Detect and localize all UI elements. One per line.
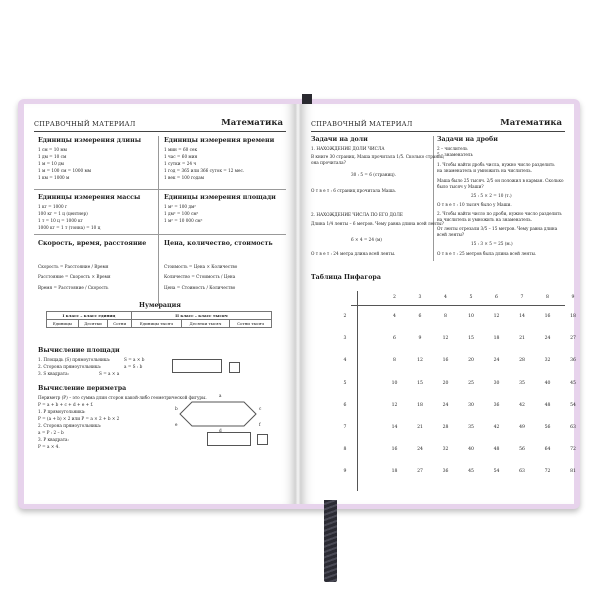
table-cell: 24 <box>442 402 449 408</box>
shape-label: c <box>259 406 262 411</box>
numeration-col: Единицы <box>47 320 79 328</box>
text-line: она прочитала? <box>311 160 346 165</box>
formula-line: Скорость = Расстояние / Время <box>38 264 109 269</box>
table-cell: 18 <box>391 469 398 475</box>
section-title-fractions: Задачи на дроби <box>437 136 498 143</box>
section-title-shares: Задачи на доли <box>311 136 368 143</box>
text-line: О т в е т : 24 метра длина всей ленты. <box>311 251 396 256</box>
section-title-price: Цена, количество, стоимость <box>164 240 273 247</box>
text-line: 1 век = 100 годам <box>164 175 204 180</box>
table-cell: 4 <box>393 314 396 319</box>
table-cell: 45 <box>468 469 474 475</box>
section-divider <box>34 189 286 190</box>
table-header-cell: 9 <box>571 295 575 300</box>
square-figure <box>257 434 268 445</box>
numeration-col: Сотни тысяч <box>230 320 272 328</box>
text-line: 1 сутки = 24 ч <box>164 161 197 166</box>
formula-line: Количество = Стоимость / Цена <box>164 274 236 279</box>
numeration-col: Десятки тысяч <box>181 320 229 328</box>
table-cell: 24 <box>544 336 551 342</box>
table-row-label: 3 <box>343 336 347 342</box>
table-row-label: 7 <box>343 425 347 430</box>
table-cell: 64 <box>544 447 551 453</box>
rectangle-figure <box>207 432 251 446</box>
text-line: 1. Р прямоугольника: <box>38 409 86 414</box>
rectangle-figure <box>172 359 222 373</box>
text-line: 1 дм² = 100 см² <box>164 211 199 216</box>
text-line: 1 дм = 10 см <box>38 154 67 159</box>
text-line: 3. Р квадрата: <box>38 437 69 442</box>
formula-line: Время = Расстояние / Скорость <box>38 285 109 290</box>
left-page <box>24 104 295 504</box>
text-line: В книге 30 страниц. Маша прочитала 1/5. Сколько страниц <box>311 154 444 159</box>
table-header-cell: 7 <box>520 295 524 300</box>
table-cell: 15 <box>468 336 474 342</box>
text-line: 1. НАХОЖДЕНИЕ ДОЛИ ЧИСЛА <box>311 146 385 151</box>
table-cell: 15 <box>417 380 423 386</box>
table-cell: 14 <box>391 425 398 430</box>
header-rule <box>311 131 565 132</box>
table-row-label: 9 <box>343 469 347 475</box>
table-cell: 54 <box>570 402 576 408</box>
table-cell: 12 <box>391 402 398 408</box>
table-cell: 30 <box>468 402 474 408</box>
text-line: 2. Чтобы найти число по дроби, нужно число разделить <box>437 211 562 216</box>
table-cell: 16 <box>391 447 398 453</box>
table-cell: 40 <box>468 447 474 453</box>
text-line: 6 × 4 = 24 (м) <box>351 237 382 242</box>
text-line: Периметр (Р) – это сумма длин сторон какой-либо геометрической фигуры. <box>38 395 207 400</box>
table-cell: 20 <box>468 358 474 364</box>
text-line: 1 т = 10 ц = 1000 кг <box>38 218 83 223</box>
shape-label: b <box>175 406 178 411</box>
table-cell: 16 <box>442 358 449 364</box>
table-cell: 18 <box>570 314 576 319</box>
table-cell: 63 <box>519 469 525 475</box>
text-line: 1000 кг = 1 т (тонна) = 10 ц <box>38 225 101 230</box>
text-line: 1 м = 100 см = 1000 мм <box>38 168 92 173</box>
text-line: 1 мин = 60 сек <box>164 147 198 152</box>
shape-label: e <box>175 422 178 427</box>
formula-line: Расстояние = Скорость × Время <box>38 274 111 279</box>
table-header-rule <box>351 305 565 306</box>
numeration-col: Десятки <box>78 320 108 328</box>
numeration-table <box>46 311 272 328</box>
formula: a = S : b <box>124 364 143 369</box>
shape-label: a <box>219 393 222 398</box>
table-cell: 28 <box>519 358 525 364</box>
table-cell: 9 <box>418 336 422 342</box>
numeration-col: Сотни <box>108 320 132 328</box>
text-line: Длина 1/4 ленты – 6 метров. Чему равна длина всей ленты? <box>311 221 444 226</box>
table-header-cell: 5 <box>469 295 473 300</box>
table-cell: 12 <box>442 336 449 342</box>
table-cell: 10 <box>391 380 398 386</box>
table-row-label: 5 <box>343 380 347 386</box>
table-side-rule <box>357 291 358 491</box>
table-row-label: 6 <box>343 402 347 408</box>
text-line: 1 см = 10 мм <box>38 147 67 152</box>
section-title-numeration: Нумерация <box>139 302 181 309</box>
text-line: 1 час = 60 мин <box>164 154 198 159</box>
text-line: 25 : 5 × 2 = 10 (т.) <box>471 193 512 198</box>
numeration-class-header: I класс – класс единиц <box>47 312 132 320</box>
text-line: 2. Сторона прямоугольника: <box>38 364 102 369</box>
table-header-cell: 6 <box>495 295 498 300</box>
section-title-pythagoras: Таблица Пифагора <box>311 274 381 281</box>
table-cell: 48 <box>493 447 500 453</box>
text-line: 2 – числитель <box>437 146 468 151</box>
text-line: Р = (a + b) × 2 или Р = a × 2 + b × 2 <box>38 416 120 421</box>
text-line: 2. НАХОЖДЕНИЕ ЧИСЛА ПО ЕГО ДОЛЕ <box>311 212 403 217</box>
square-figure <box>229 362 240 373</box>
table-cell: 20 <box>442 380 449 386</box>
page-subject: Математика <box>500 118 562 128</box>
numeration-class-header: II класс – класс тысяч <box>131 312 271 320</box>
text-line: Р = a + b + c + d + e + f. <box>38 402 94 407</box>
table-header-cell: 8 <box>546 295 549 300</box>
table-cell: 21 <box>417 425 423 430</box>
table-header-cell: 3 <box>418 295 422 300</box>
table-cell: 28 <box>442 425 449 430</box>
section-title-mass: Единицы измерения массы <box>38 194 141 201</box>
text-line: Маша было 25 тысяч. 2/5 он положил в карман. Сколько <box>437 178 564 183</box>
table-cell: 72 <box>544 469 551 475</box>
text-line: От ленты отрезали 3/5 – 15 метров. Чему равна длина <box>437 226 558 231</box>
table-cell: 40 <box>544 380 551 386</box>
text-line: 1 м² = 10 000 см² <box>164 218 203 223</box>
table-cell: 16 <box>544 314 551 319</box>
table-cell: 35 <box>519 380 525 386</box>
table-cell: 54 <box>493 469 500 475</box>
text-line: 1 кг = 1000 г <box>38 204 68 209</box>
text-line: 5 – знаменатель <box>437 152 473 157</box>
table-cell: 18 <box>417 402 423 408</box>
numeration-col: Единицы тысяч <box>131 320 181 328</box>
table-cell: 27 <box>417 469 423 475</box>
text-line: a = Р : 2 – b <box>38 430 64 435</box>
text-line: Р = a × 4. <box>38 444 60 449</box>
table-cell: 42 <box>519 402 525 408</box>
table-cell: 32 <box>544 358 551 364</box>
text-line: 1. Площадь (S) прямоугольника: <box>38 357 111 362</box>
table-cell: 27 <box>570 336 576 342</box>
table-cell: 48 <box>544 402 551 408</box>
text-line: 1. Чтобы найти дробь числа, нужно число разделить <box>437 162 555 167</box>
table-cell: 81 <box>570 469 576 475</box>
text-line: О т в е т : 6 страниц прочитала Маша. <box>311 188 397 193</box>
bookmark-ribbon <box>324 500 337 582</box>
table-cell: 12 <box>417 358 423 364</box>
table-cell: 24 <box>493 358 500 364</box>
text-line: 15 : 3 × 5 = 25 (м.) <box>471 241 513 246</box>
shape-label: d <box>219 428 222 433</box>
section-title-length: Единицы измерения длины <box>38 137 142 144</box>
table-cell: 12 <box>493 314 500 319</box>
text-line: 3. S квадрата: <box>38 371 69 376</box>
text-line: 1 год = 365 или 366 суток = 12 мес. <box>164 168 245 173</box>
section-title-area-calc: Вычисление площади <box>38 347 120 354</box>
text-line: 1 м² = 100 дм² <box>164 204 196 209</box>
table-cell: 63 <box>570 425 576 430</box>
text-line: 1 км = 1000 м <box>38 175 70 180</box>
header-rule <box>34 131 286 132</box>
table-cell: 21 <box>519 336 525 342</box>
table-row-label: 4 <box>343 358 347 364</box>
table-cell: 36 <box>493 402 500 408</box>
table-cell: 56 <box>544 425 551 430</box>
text-line: 2. Сторона прямоугольника: <box>38 423 102 428</box>
table-cell: 8 <box>393 358 396 364</box>
formula: S = a × a <box>99 371 120 376</box>
text-line: 100 кг = 1 ц (центнер) <box>38 211 88 216</box>
text-line: О т в е т : 10 тысяч было у Маши. <box>437 202 512 207</box>
page-subject: Математика <box>221 118 283 128</box>
table-cell: 6 <box>393 336 396 342</box>
table-cell: 72 <box>570 447 576 453</box>
section-title-area: Единицы измерения площади <box>164 194 276 201</box>
right-page <box>301 104 574 504</box>
section-title-speed: Скорость, время, расстояние <box>38 240 147 247</box>
table-row-label: 8 <box>343 447 347 453</box>
table-cell: 14 <box>519 314 525 319</box>
formula: S = a × b <box>124 357 145 362</box>
text-line: на числитель и умножить на знаменатель. <box>437 217 533 222</box>
table-cell: 42 <box>493 425 500 430</box>
table-header-cell: 4 <box>444 295 447 300</box>
text-line: О т в е т : 25 метров была длина всей ленты. <box>437 251 537 256</box>
table-row-label: 2 <box>343 314 347 319</box>
section-divider <box>34 234 286 235</box>
table-header-cell: 2 <box>393 295 396 300</box>
column-divider <box>158 136 159 306</box>
table-cell: 8 <box>444 314 447 319</box>
table-cell: 30 <box>493 380 500 386</box>
table-cell: 25 <box>468 380 474 386</box>
table-cell: 32 <box>442 447 449 453</box>
table-cell: 36 <box>442 469 449 475</box>
table-cell: 56 <box>519 447 525 453</box>
formula-line: Цена = Стоимость / Количество <box>164 285 236 290</box>
table-cell: 18 <box>493 336 500 342</box>
formula-line: Стоимость = Цена × Количество <box>164 264 238 269</box>
text-line: 30 : 5 = 6 (страниц). <box>351 172 396 177</box>
text-line: было тысяч у Маши? <box>437 184 484 189</box>
shape-label: f <box>259 422 261 427</box>
table-cell: 35 <box>468 425 474 430</box>
page-header: СПРАВОЧНЫЙ МАТЕРИАЛ <box>311 120 413 128</box>
table-cell: 45 <box>570 380 576 386</box>
text-line: всей ленты? <box>437 232 465 237</box>
text-line: на знаменатель и умножить на числитель. <box>437 168 533 173</box>
section-title-perimeter: Вычисление периметра <box>38 385 127 392</box>
table-cell: 36 <box>570 358 576 364</box>
table-cell: 10 <box>468 314 474 319</box>
table-cell: 49 <box>519 425 525 430</box>
page-header: СПРАВОЧНЫЙ МАТЕРИАЛ <box>34 120 136 128</box>
table-cell: 24 <box>417 447 423 453</box>
text-line: 1 м = 10 дм <box>38 161 64 166</box>
table-cell: 6 <box>418 314 422 319</box>
section-title-time: Единицы измерения времени <box>164 137 275 144</box>
